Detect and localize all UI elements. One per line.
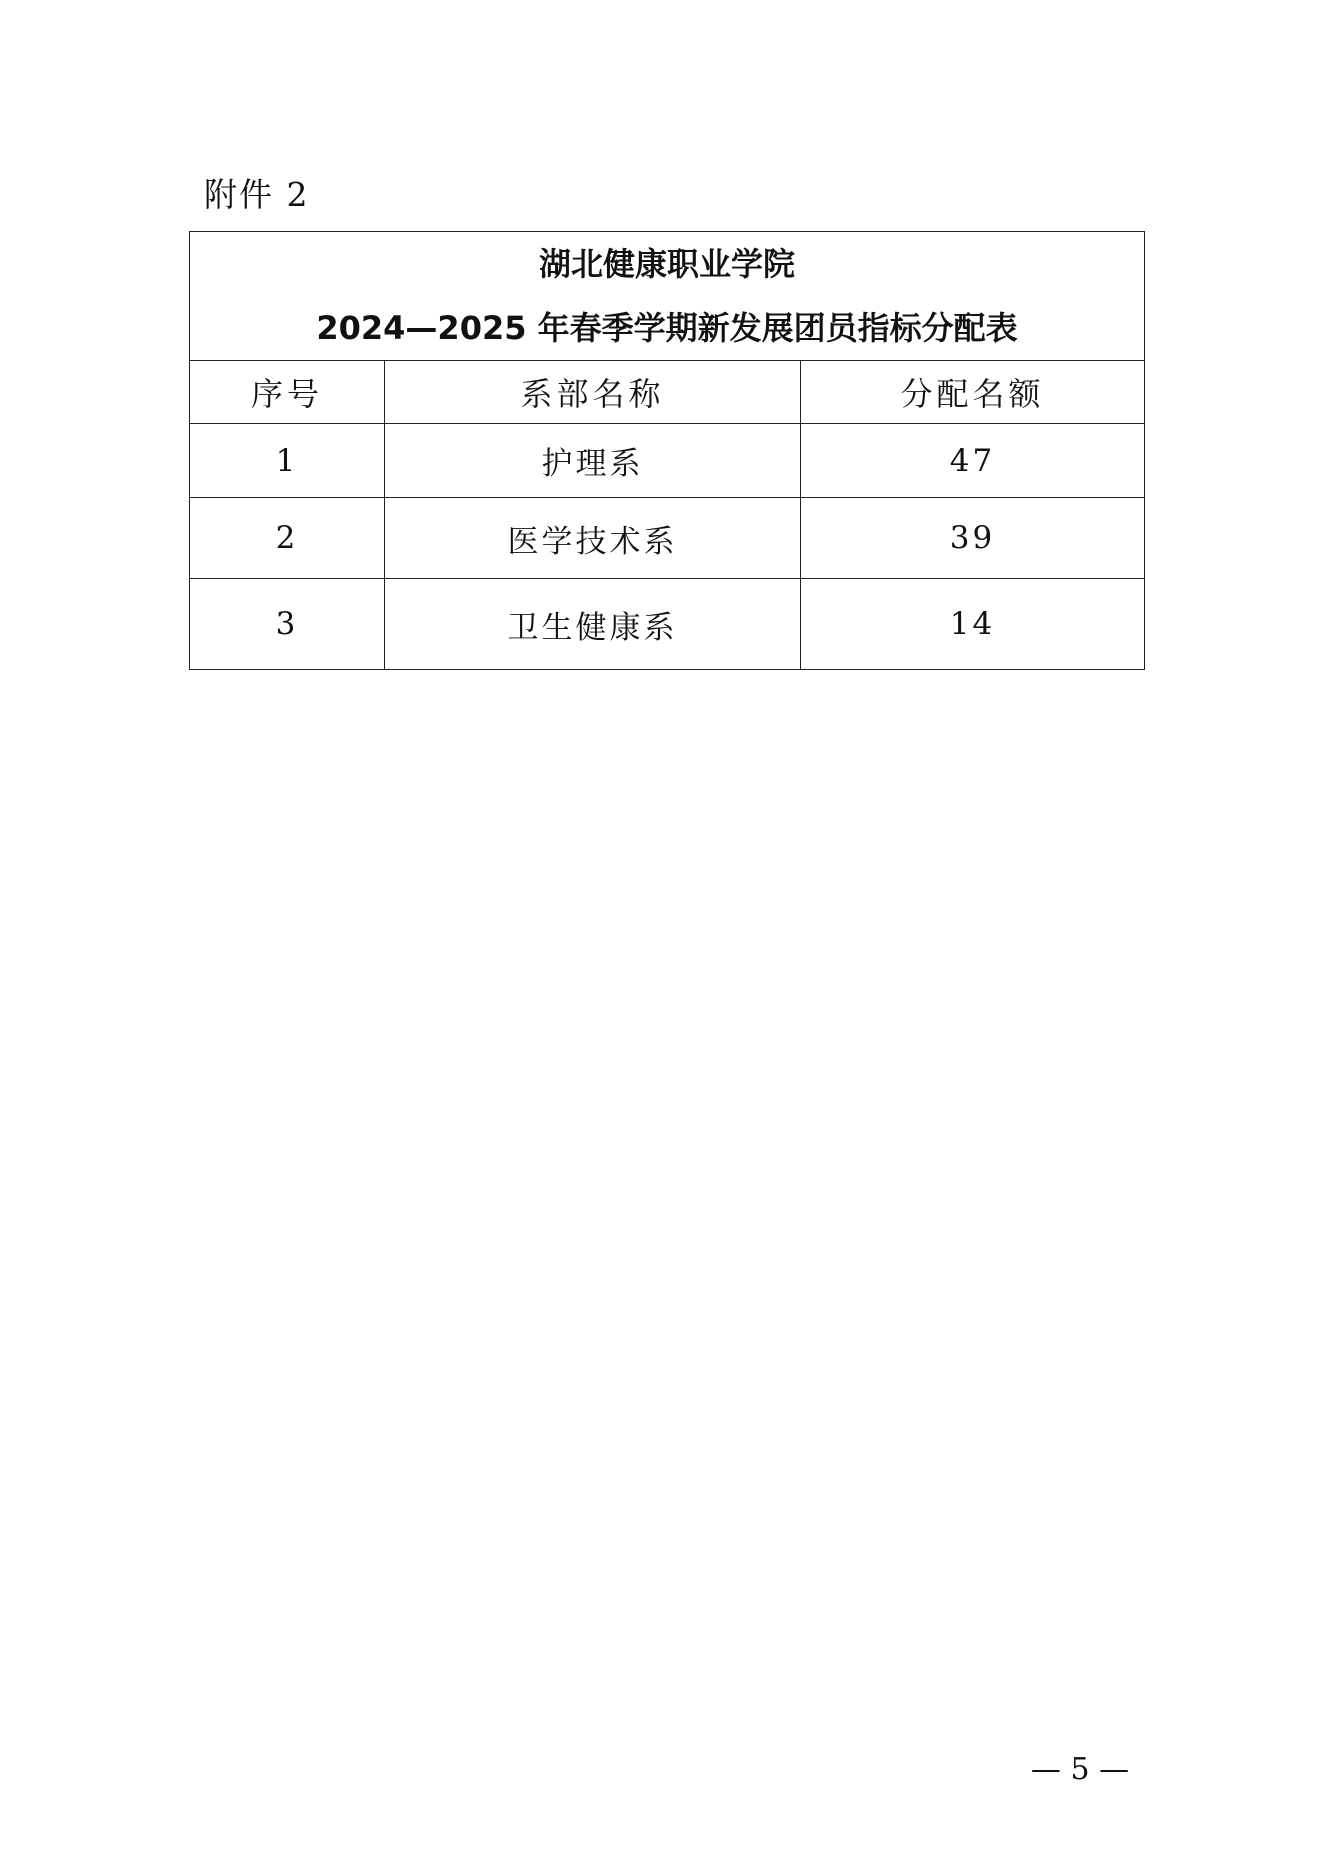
column-header-quota: 分配名额 xyxy=(801,361,1145,424)
department-name-cell: 医学技术系 xyxy=(385,498,801,579)
table-title-line-2: 2024—2025 年春季学期新发展团员指标分配表 xyxy=(316,309,1018,347)
row-index-cell: 2 xyxy=(190,498,385,579)
row-index-cell: 1 xyxy=(190,424,385,498)
table-header-row xyxy=(190,361,1145,424)
quota-cell: 47 xyxy=(801,424,1145,498)
quota-allocation-table xyxy=(189,231,1145,670)
column-header-index: 序号 xyxy=(190,361,385,424)
table-row xyxy=(190,424,1145,498)
attachment-label: 附件 2 xyxy=(204,175,310,214)
column-header-department: 系部名称 xyxy=(385,361,801,424)
quota-cell: 39 xyxy=(801,498,1145,579)
department-name-cell: 护理系 xyxy=(385,424,801,498)
table-title-row xyxy=(190,232,1145,361)
department-name-cell: 卫生健康系 xyxy=(385,579,801,670)
table-title xyxy=(190,232,1145,361)
table-row xyxy=(190,498,1145,579)
quota-cell: 14 xyxy=(801,579,1145,670)
row-index-cell: 3 xyxy=(190,579,385,670)
table-title-line-1: 湖北健康职业学院 xyxy=(538,245,795,283)
table-row xyxy=(190,579,1145,670)
page-number: — 5 — xyxy=(1030,1752,1130,1787)
